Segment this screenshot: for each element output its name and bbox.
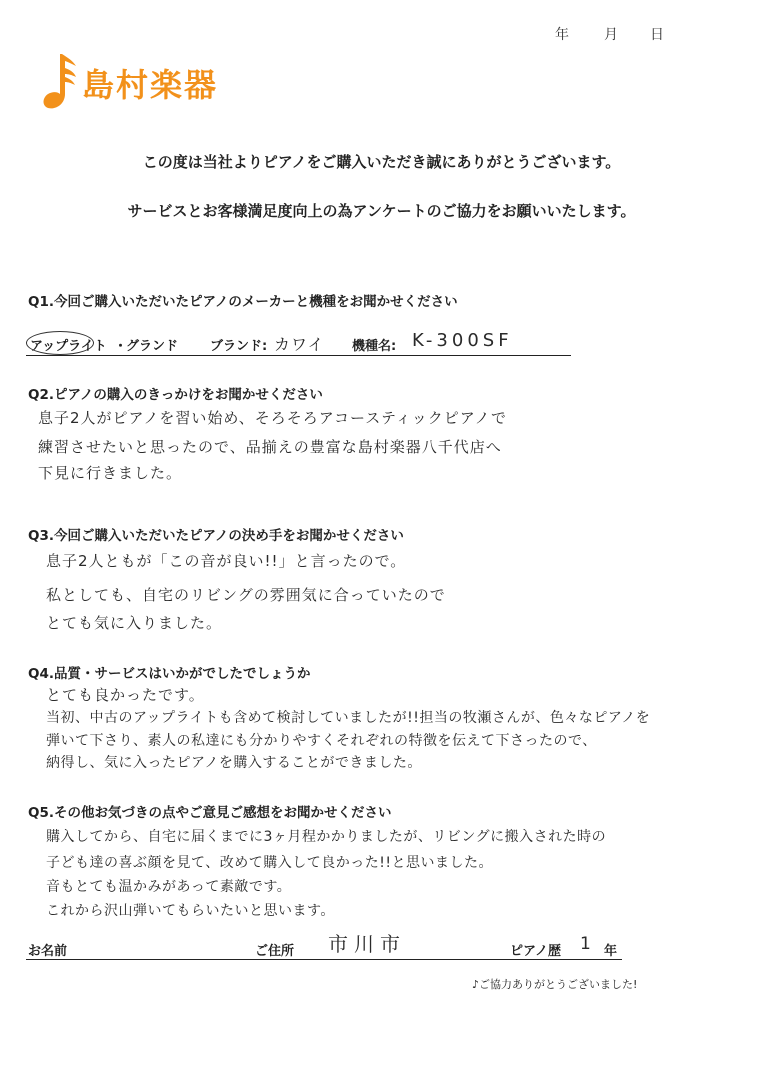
q2-answer-line-2: 練習させたいと思ったので、品揃えの豊富な島村楽器八千代店へ bbox=[38, 438, 502, 456]
q3-question: Q3.今回ご購入いただいたピアノの決め手をお聞かせください bbox=[28, 528, 404, 544]
brand-label: ブランド: bbox=[210, 339, 268, 354]
type-separator: ・ bbox=[114, 339, 128, 354]
q2-answer-line-3: 下見に行きました。 bbox=[38, 464, 183, 482]
q4-answer-line-2: 当初、中古のアップライトも含めて検討していましたが!!担当の牧瀬さんが、色々なピアノを bbox=[46, 710, 651, 726]
q1-question: Q1.今回ご購入いただいたピアノのメーカーと機種をお聞かせください bbox=[28, 294, 458, 310]
address-value: 市川市 bbox=[328, 932, 406, 956]
model-value: K-300SF bbox=[412, 330, 513, 351]
intro-line-2: サービスとお客様満足度向上の為アンケートのご協力をお願いいたします。 bbox=[127, 202, 636, 220]
q3-answer-line-1: 息子2人ともが「この音が良い!!」と言ったので。 bbox=[46, 552, 407, 570]
q5-answer-line-2: 子ども達の喜ぶ顔を見て、改めて購入して良かった!!と思いました。 bbox=[46, 855, 493, 871]
intro-line-1: この度は当社よりピアノをご購入いただき誠にありがとうございます。 bbox=[142, 153, 621, 171]
brand-value: カワイ bbox=[274, 335, 325, 354]
q4-answer-line-3: 弾いて下さり、素人の私達にも分かりやすくそれぞれの特徴を伝えて下さったので、 bbox=[46, 733, 597, 749]
q4-answer-line-1: とても良かったです。 bbox=[46, 686, 205, 704]
q2-question: Q2.ピアノの購入のきっかけをお聞かせください bbox=[28, 387, 323, 403]
year-label: 年 bbox=[555, 27, 569, 43]
footer-underline bbox=[26, 959, 622, 960]
q5-answer-line-3: 音もとても温かみがあって素敵です。 bbox=[46, 879, 292, 895]
type-grand: グランド bbox=[126, 339, 179, 354]
q2-answer-line-1: 息子2人がピアノを習い始め、そろそろアコースティックピアノで bbox=[38, 409, 507, 427]
address-label: ご住所 bbox=[255, 944, 295, 959]
q3-answer-line-3: とても気に入りました。 bbox=[46, 614, 223, 632]
music-note-icon bbox=[38, 50, 82, 114]
q4-answer-line-4: 納得し、気に入ったピアノを購入することができました。 bbox=[46, 755, 422, 771]
q4-question: Q4.品質・サービスはいかがでしたでしょうか bbox=[28, 666, 311, 682]
name-label: お名前 bbox=[28, 944, 68, 959]
thanks-note: ♪ご協力ありがとうございました! bbox=[472, 978, 638, 991]
day-label: 日 bbox=[650, 27, 664, 43]
q3-answer-line-2: 私としても、自宅のリビングの雰囲気に合っていたので bbox=[46, 586, 446, 604]
q1-underline bbox=[26, 355, 571, 356]
shimamura-logo bbox=[38, 50, 278, 114]
q5-answer-line-4: これから沢山弾いてもらいたいと思います。 bbox=[46, 903, 335, 919]
month-label: 月 bbox=[604, 27, 618, 43]
type-upright: アップライト bbox=[30, 339, 107, 354]
q5-answer-line-1: 購入してから、自宅に届くまでに3ヶ月程かかりましたが、リビングに搬入された時の bbox=[46, 829, 607, 845]
logo-text: 島村楽器 bbox=[82, 66, 219, 104]
history-unit: 年 bbox=[604, 944, 618, 959]
model-label: 機種名: bbox=[352, 339, 397, 354]
q5-question: Q5.その他お気づきの点やご意見ご感想をお聞かせください bbox=[28, 805, 392, 821]
history-label: ピアノ歴 bbox=[510, 944, 561, 959]
history-value: 1 bbox=[580, 934, 592, 954]
